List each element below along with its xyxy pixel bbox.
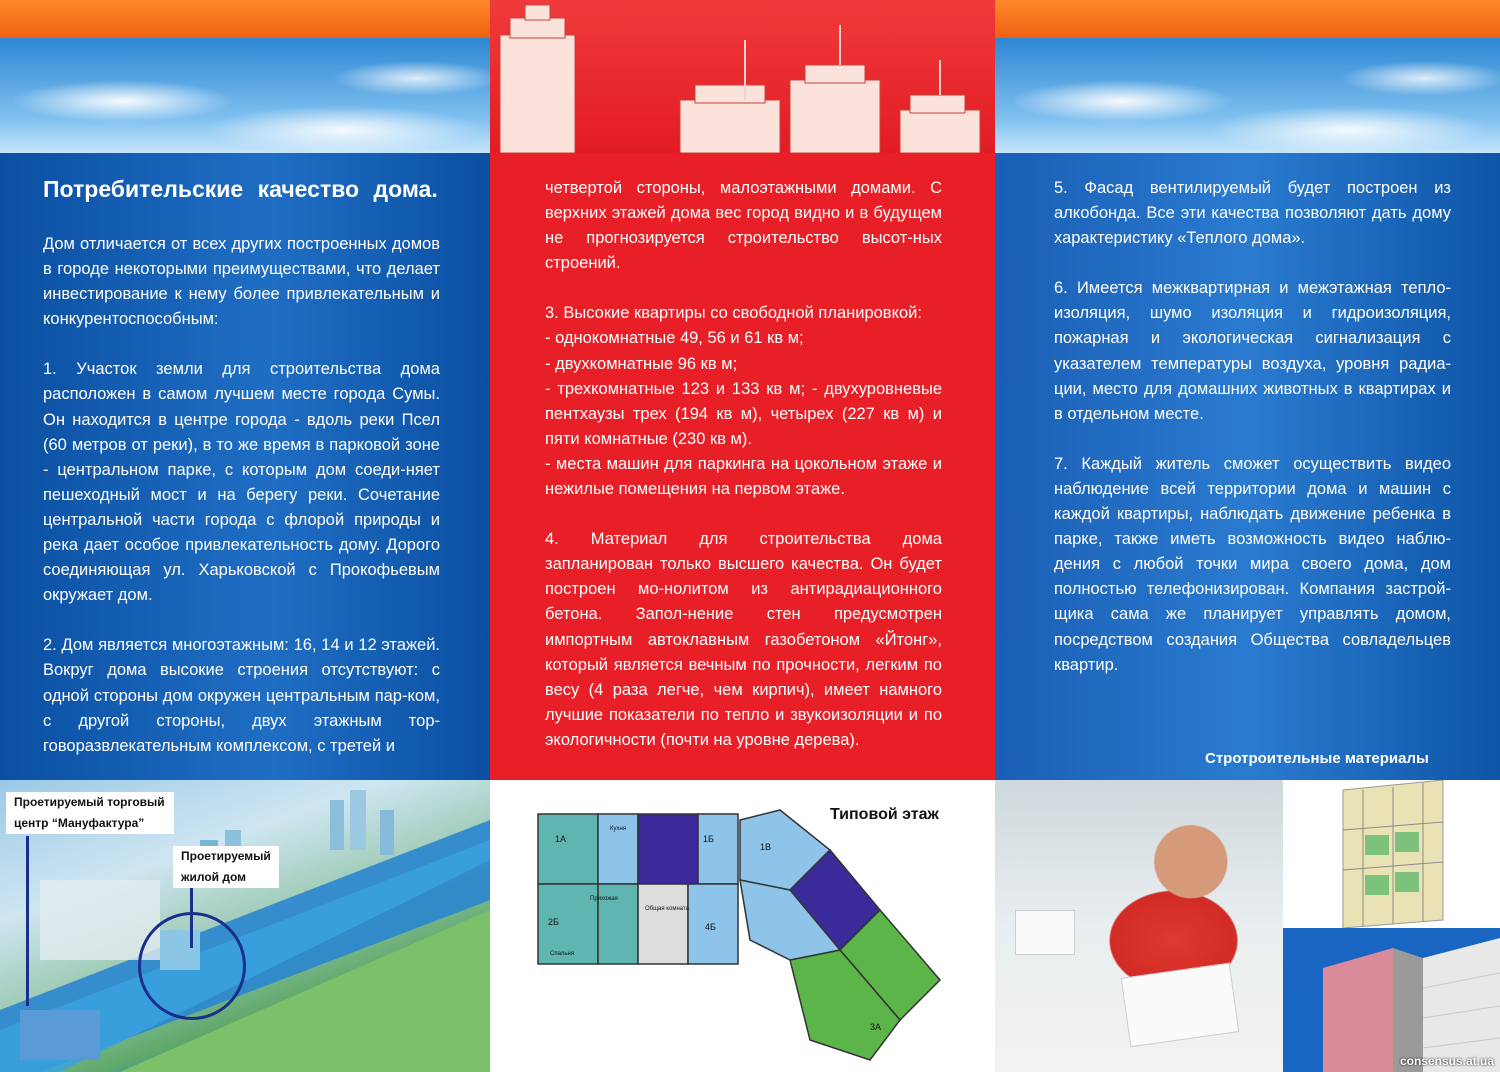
- plan-room-label: 3А: [870, 1022, 882, 1032]
- buildings-photo: [490, 0, 995, 153]
- plan-room-label: Спальня: [550, 951, 575, 957]
- house-pointer-line: [190, 888, 193, 948]
- panel1-text: [43, 232, 440, 784]
- middle-panel: [490, 0, 995, 1072]
- plan-room-label: Прихожая: [590, 896, 618, 902]
- plan-room-label: 1А: [555, 834, 567, 844]
- towers-illustration: [490, 0, 995, 153]
- floor-plan-drawing: [490, 780, 995, 1072]
- insulation-diagram: [1283, 928, 1500, 1072]
- plan-room-label: 2Б: [548, 917, 559, 927]
- wall-layers-illustration: [1283, 928, 1500, 1072]
- point-1-paragraph: 1. Участок земли для строительства дома расположен в самом лучшем месте города Сумы. Он находится в центре города - вдоль реки Псел (60 метров от реки), в то же время в парковой зоне - центральном парке, с которым дом соеди-няет пешеходный мост и на берегу реки. Сочетание центральной части города с флорой природы и река дает особое привлекательность дому. Дорого соединяющая ул. Харьковской с Прокофьевым окружает дом.: [43, 360, 440, 605]
- continuation-paragraph: четвертой стороны, малоэтажными домами. С верхних этажей дома вес город видно и в будущем не прогнозируется строительство высот-ных строений.: [545, 179, 942, 273]
- right-panel: [995, 0, 1500, 1072]
- plan-room-label: 1Б: [703, 834, 714, 844]
- worker-photo: [995, 780, 1283, 1072]
- sky-image: [995, 38, 1500, 153]
- watermark: consensus.at.ua: [1399, 1054, 1494, 1068]
- house-callout: Проетируемый жилой дом: [173, 846, 279, 888]
- point-6-paragraph: 6. Имеется межквартирная и межэтажная тепло-изоляция, шумо изоляция и гидроизоляция, пожарная и экологическая сигнализация с указателем температуры воздуха, уровня радиа-ции, место для домашних животных в квартирах и в отдельном месте.: [1054, 279, 1451, 423]
- block-image: [1015, 910, 1075, 955]
- panel3-text: [1054, 176, 1451, 703]
- intro-paragraph: Дом отличается от всех других построенных домов в городе некоторыми преимуществами, что делает инвестирование к нему более привлекательным и конкурентоспособным:: [43, 235, 440, 329]
- orange-band: [0, 0, 490, 38]
- plan-room-label: 1В: [760, 842, 772, 852]
- left-panel: [0, 0, 490, 1072]
- panel2-text: [545, 176, 942, 778]
- ventilated-facade-illustration: [1283, 780, 1500, 928]
- plan-room-label: Общая комната: [645, 906, 689, 912]
- plan-room-label: Кухня: [610, 826, 627, 832]
- plan-room-label: 4Б: [705, 922, 716, 932]
- orange-band: [995, 0, 1500, 38]
- point-7-paragraph: 7. Каждый житель сможет осуществить видео наблюдение всей территории дома и машин с каждой квартиры, наблюдать движение ребенка в парке, также иметь возможность видео наблю-дения с любой точки мира своего дома, дом полностью телефонизирован. Компания застрой-щика сама же планирует управлять домом, посредством создания Общества совладельцев квартир.: [1054, 454, 1451, 674]
- point-4-paragraph: 4. Материал для строительства дома запланирован только высшего качества. Он будет построен мо-нолитом из антирадиационного бетона. Запол-нение стен предусмотрен импортным автоклавным газобетоном «Йтонг», который является вечным по прочности, легким по весу (4 раза легче, чем кирпич), имеет намного лучшие показатели по тепло и звукоизоляции и по экологичности (почти на уровне дерева).: [545, 530, 942, 749]
- plan-title: Типовой этаж: [830, 806, 939, 823]
- point-2-paragraph: 2. Дом является многоэтажным: 16, 14 и 12 этажей. Вокруг дома высокие строения отсутствуют: с одной стороны дом окружен центральным пар-ком, с другой стороны, двух этажным тор-говоразвлекательным комплексом, с третей и: [43, 636, 440, 755]
- block-image: [1121, 963, 1240, 1048]
- materials-title: Стротроительные материалы: [1205, 750, 1429, 767]
- point-5-paragraph: 5. Фасад вентилируемый будет построен из алкобонда. Все эти качества позволяют дать дому характеристику «Теплого дома».: [1054, 179, 1451, 248]
- mall-pointer-line: [26, 836, 29, 1006]
- section-title: Потребительские качество дома.: [43, 176, 438, 202]
- floor-plan-area: [490, 780, 995, 1072]
- mall-callout: Проетируемый торговый центр “Мануфактура”: [6, 792, 174, 834]
- point-3-paragraph: 3. Высокие квартиры со свободной планировкой: - однокомнатные 49, 56 и 61 кв м; - двухкомнатные 96 кв м; - трехкомнатные 123 и 133 кв м; - двухуровневые пентхаузы трех (194 кв м), четырех (227 кв м) и пяти комнатные (230 кв м). - места машин для паркинга на цокольном этаже и нежилые помещения на первом этаже.: [545, 304, 942, 499]
- wall-diagram: [1283, 780, 1500, 928]
- sky-image: [0, 38, 490, 153]
